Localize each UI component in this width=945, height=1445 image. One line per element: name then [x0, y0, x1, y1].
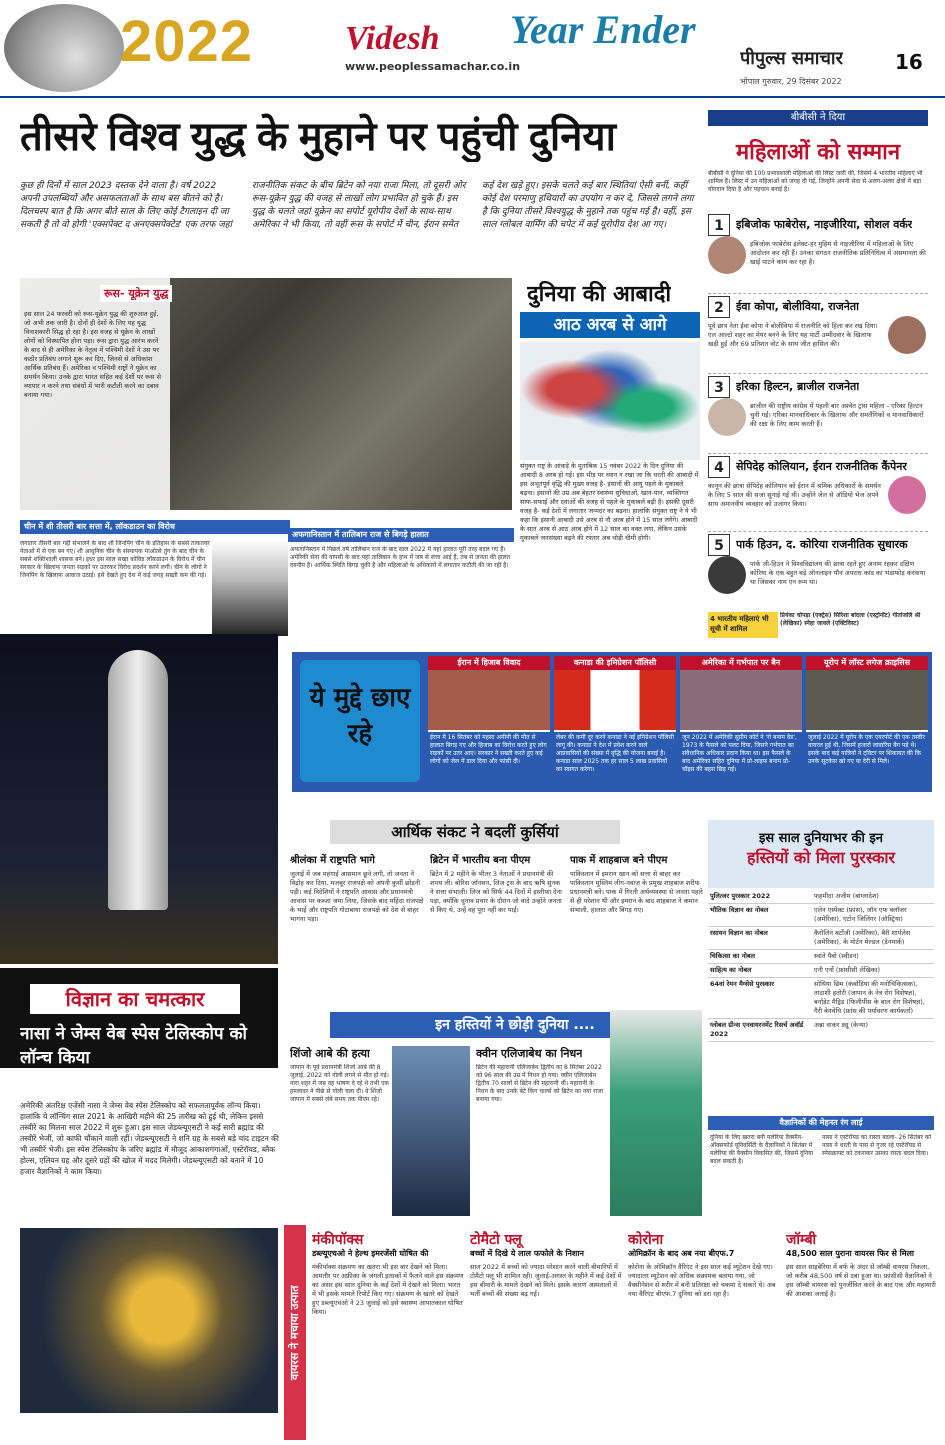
woman-number: 1: [708, 214, 730, 236]
woman-photo: [708, 556, 746, 594]
bbc-title: महिलाओं को सम्मान: [735, 140, 901, 165]
virus-vertical-label: वायरस ने मचाया उत्पात: [284, 1225, 306, 1440]
indian-women-names: प्रियंका चोपड़ा (एक्ट्रेस) सिरिशा बांदला (एस्ट्रोनॉट) गीतांजलि श्री (लेखिका) स्नेहा जावले (एक्टिविस्ट): [780, 612, 921, 627]
edition-date: भोपाल गुरुवार, 29 दिसंबर 2022: [740, 77, 842, 86]
deaths-head: इन हस्तियों ने छोड़ी दुनिया ....: [330, 1012, 700, 1038]
issue-text: जून 2022 में अमेरिकी सुप्रीम कोर्ट ने 'रो बनाम वेड', 1973 के फैसले को पलट दिया, जिसने गर्भपात का संवैधानिक अधिकार प्रदान किया था। इस फैसले के बाद अमेरिका सहित दुनिया में प्रो-लाइफ बनाम प्रो-चॉइस की बहस छिड़ गई।: [680, 732, 802, 788]
woman-number: 5: [708, 534, 730, 556]
issue-text: लेबर की कमी दूर करने कनाडा ने नई इमिग्रेशन पॉलिसी लागू की। कनाडा ने देश में प्रवेश करने वाले आप्रवासियों की संख्या में वृद्धि की योजना बनाई है। कनाडा साल 2025 तक हर साल 5 लाख प्रवासियों का स्वागत करेगा।: [554, 732, 676, 788]
rocket-shape: [108, 650, 168, 910]
science-text: अमेरिकी अंतरिक्ष एजेंसी नासा ने जेम्स वेब स्पेस टेलिस्कोप को सफलतापूर्वक लॉन्च किया। हालांकि ये लॉन्चिंग साल 2021 के आखिरी महीने की 25 तारीख को हुई थी, लेकिन इससे तस्वीरें का मिलना साल 2022 में शुरू हुआ। इस साल जेडब्ल्यूएसटी ने कई सारी ब्रह्मांड की तस्वीरें भेजीं, जो काफी चौंकाने वाली रहीं। जेडब्ल्यूएसटी ने शनि ग्रह के सबसे बड़े चांद टाइटन की भी तस्वीरें भेजी। इस स्पेस टेलिस्कोप के जरिए ब्रह्मांड में मौजूद आकाशगंगाओं, एस्टेरॉयड, ब्लैक होल्स, एलियन ग्रह और दूसरे ग्रहों की खोज में मदद मिलेगी। जेडब्ल्यूएसटी को बनाने में 10 हजार वैज्ञानिकों ने काम किया।: [20, 1101, 279, 1176]
woman-name: इबिजोक फाबेरोस, नाइजीरिया, सोशल वर्कर: [736, 218, 913, 231]
economy-col-text: जुलाई में जब महंगाई आसमान छूने लगी, तो जनता ने विद्रोह कर दिया, मजबूर राजपक्षे को अपनी कुर्सी छोड़नी पड़ी। कई विदेशियों ने राष्ट्रपति आवास और प्रधानमंत्री आवास पर कब्जा जमा लिया, जिसके बाद महिंदा राजपक्षे के भाई और राष्ट्रपति गोटाबाया राजपक्षे को देश से बाहर भागना पड़ा।: [290, 870, 424, 923]
virus-sub: डब्ल्यूएचओ ने हेल्थ इमरजेंसी घोषित की: [312, 1249, 429, 1258]
issues-box: ये मुद्दे छाए रहे: [300, 660, 420, 782]
indian-women-label: 4 भारतीय महिलाएं भी सूची में शामिल: [708, 612, 778, 638]
virus-head: मंकीपॉक्स: [312, 1232, 364, 1248]
woman-number: 4: [708, 456, 730, 478]
virus-text: इस साल साइबेरिया में बर्फ के अंदर से जॉम्बी वायरस निकला, जो करीब 48,500 वर्ष से दबा हुआ था। फ्रांसीसी वैज्ञानिकों ने इस जॉम्बी वायरस को पुनर्जीवित करने के बाद एक और महामारी की आशंका जताई है।: [786, 1263, 936, 1298]
virus-head: कोरोना: [628, 1232, 664, 1248]
asteroid-text: नासा ने एस्टेरॉयड का रास्ता बदला- 26 सितंबर को नासा ने धरती के पास से गुजर रहे एस्टेरॉयड से स्पेसक्राफ्ट को टकराकर उसका रास्ता बदल दिया।: [822, 1134, 932, 1157]
issue-head: ईरान में हिजाब विवाद: [428, 656, 550, 670]
masthead-logo: पीपुल्स समाचार: [740, 48, 843, 69]
virus-corona: [628, 1230, 778, 1299]
year-title: 2022: [120, 9, 254, 74]
science-title: विज्ञान का चमत्कार: [30, 984, 240, 1014]
world-map-people-image: [520, 342, 700, 460]
sci-achievement-head: वैज्ञानिकों की मेहनत रंग लाई: [708, 1116, 934, 1130]
issue-card-1: [428, 656, 550, 788]
woman-entry-1: [708, 214, 928, 294]
issue-photo: [806, 670, 928, 730]
woman-name: ईवा कोपा, बोलीविया, राजनेता: [736, 300, 859, 313]
intro-column-2: राजनीतिक संकट के बीच ब्रिटेन को नया राजा मिला, तो दूसरी ओर रूस-यूक्रेन युद्ध की वजह से लाखों लोग प्रभावित हो चुके हैं। इस युद्ध के चलते जहां यूक्रेन का सपोर्ट यूरोपीय देशों के साथ-साथ अमेरिका ने भी किया, तो वहीं रूस के सपोर्ट में चीन, ईरान समेत: [252, 181, 466, 230]
issue-card-3: [680, 656, 802, 788]
virus-tomato-flu: [470, 1230, 622, 1299]
award-row: साहित्य का नोबल एनी एर्नो (फ्रांसीसी लेखिका): [708, 964, 934, 978]
woman-entry-2: [708, 296, 928, 374]
population-text: संयुक्त राष्ट्र के आंकड़े के मुताबिक 15 नवंबर 2022 के दिन दुनिया की आबादी 8 अरब हो गई। इस भीड़ पर ध्यान न रखा जा कि धरती की आबादी में इस अभूतपूर्व वृद्धि की मुख्य वजह है- इंसानों की आयु पहले के मुकाबले बढ़ना। इंसानों की उम्र अब बेहतर स्वास्थ्य सुविधाओं, खान-पान, व्यक्तिगत साफ-सफाई और दवाओं की वजह से पहले के मुकाबले बढ़ी है। इसकी दूसरी वजह है- कई देशों में लगातार जन्मदर का बढ़ना। हालांकि संयुक्त राष्ट्र ने ये भी कहा कि इंसानी आबादी उसे अरब से नौ अरब होने में 15 साल लगेंगे। आबादी के सात अरब से आठ अरब होने में 12 साल का वक्त लगा, लेकिन उसके मुकाबले जनसंख्या बढ़ने की रफ्तार अब थोड़ी धीमी होगी।: [520, 462, 699, 542]
woman-entry-3: [708, 376, 928, 454]
issue-card-4: [806, 656, 928, 788]
china-text: लगातार तीसरी बार गद्दी संभालने के बाद शी जिनपिंग चीन के इतिहास के सबसे ताकतवर नेताओं में से एक बन गए। शी आधुनिक चीन के संस्थापक माओत्से तुंग के बाद चीन के सबसे शक्तिशाली शासक बने। इधर इस साल सख्त कोविड लॉकडाउन के विरोध में चीन सरकार के खिलाफ जनता सड़कों पर उतरकर विरोध प्रदर्शन करने लगी। चीन के लोगों ने जिनपिंग के खिलाफ आवाज उठाई। इसे देखते हुए देश में कई जगह सख्ती कम की गई।: [20, 540, 210, 579]
woman-name: सेपिदेह कोलियान, ईरान राजनीतिक कैंपेनर: [736, 460, 907, 473]
bbc-head: बीबीसी ने दिया: [708, 110, 928, 126]
woman-photo: [888, 476, 926, 514]
woman-photo: [708, 398, 746, 436]
economy-head: आर्थिक संकट ने बदलीं कुर्सियां: [330, 820, 620, 844]
awards-header: [708, 820, 934, 888]
economy-col-text: ब्रिटेन में 2 महीने के भीतर 3 नेताओं ने प्रधानमंत्री की शपथ ली। बोरिस जॉनसन, लिज ट्रस के बाद ऋषि सुनक ने सत्ता संभाली। लिज को सिर्फ 44 दिनों में इस्तीफा देना पड़ा, क्योंकि चुनाव प्रचार के दौरान जो वादे उन्होंने जनता से किए थे, उन्हें वह पूरा नहीं कर पाईं।: [430, 870, 562, 914]
economy-col-head: ब्रिटेन में भारतीय बना पीएम: [430, 855, 531, 866]
virus-sub: ओमिक्रॉन के बाद अब नया बीएफ.7: [628, 1249, 735, 1258]
main-headline: तीसरे विश्व युद्ध के मुहाने पर पहुंची दुनिया: [20, 115, 616, 159]
abe-text: जापान के पूर्व प्रधानमंत्री शिंजो आबे की 8 जुलाई, 2022 को गोली लगने से मौत हो गई। नारा शहर में जब वह भाषण दे रहे थे तभी एक हमलावर ने पीछे से गोली चला दी। वे शिंजो जापान में सबसे लंबे समय तक पीएम रहे।: [290, 1064, 390, 1103]
china-head: चीन में शी तीसरी बार सत्ता में, लॉकडाउन का विरोध: [20, 520, 290, 534]
afghan-head: अफगानिस्तान में तालिबान राज से बिगड़े हालात: [288, 528, 514, 542]
section-title: Videsh: [345, 20, 440, 57]
award-row: भौतिक विज्ञान का नोबल एलेन एस्पेक्ट (फ्रांस), जॉन एफ क्लॉजर (अमेरिका), एंटोन जिलिंगर (ऑस्ट्रिया): [708, 904, 934, 927]
woman-text: पार्क जी-हिउन ने विश्वविद्यालय की छात्रा रहते हुए अनाम रहकर दक्षिण कोरिया के एक बहुत बड़े ऑनलाइन यौन अपराध कांड का भंडाफोड़ करवाया था जिसका नाम एन रूम था।: [750, 560, 926, 586]
issue-photo: [428, 670, 550, 730]
war-text: इस साल 24 फरवरी को रूस-यूक्रेन युद्ध की शुरुआत हुई, जो अभी तक जारी है। दोनों ही देशों के लिए यह युद्ध विनाशकारी सिद्ध हो रहा है। इस वजह से यूक्रेन के लाखों लोगों को विस्थापित होना पड़ा। रूस द्वारा युद्ध आरंभ करने के बाद से ही अमेरिका के नेतृत्व में पश्चिमी देशों ने उस पर कठोर प्रतिबंध लगाने शुरू कर दिए, जिनसे से अधिकांश आर्थिक प्रतिबंध हैं। अमेरिका व पश्चिमी राष्ट्रों ने यूक्रेन का समर्थन किया। उनके द्वारा भारत सहित कई देशों पर रूस से व्यापार न करने तथा संबंधों में भारी कटौती करने का दबाव बनाया गया।: [24, 310, 161, 399]
issue-card-2: [554, 656, 676, 788]
queen-text: ब्रिटेन की महारानी एलिजाबेथ द्वितीय का 8 सितंबर 2022 को 96 साल की उम्र में निधन हो गया। क्वीन एलिजाबेथ द्वितीय 70 सालों से ब्रिटेन की महारानी थीं। महारानी के निधन के बाद उनके बेटे किंग चार्ल्स को ब्रिटेन का नया राजा बनाया गया।: [476, 1064, 604, 1103]
virus-head: जॉम्बी: [786, 1232, 817, 1248]
issue-head: कनाडा की इमिग्रेशन पॉलिसी: [554, 656, 676, 670]
afghan-text: अफगानिस्तान में पिछले वर्ष तालिबान राज के बाद साल 2022 में यहां हालात पूरी तरह बदल गए हैं। अमेरिकी सेना की वापसी के बाद यहां तालिबान के हाथ में जब से सत्ता आई है, तब से जनता की हालत दयनीय है। आर्थिक स्थिति बिगड़ चुकी है और महिलाओं के अधिकारों में लगातार कटौती की जा रही है।: [290, 546, 511, 569]
issue-photo: [680, 670, 802, 730]
page-number: 16: [895, 50, 923, 74]
award-row: पुलित्जर पुरस्कार 2022 फहमीदा अजीम (बांग्लादेश): [708, 890, 934, 904]
virus-head: टोमैटो फ्लू: [470, 1232, 522, 1248]
virus-sub: बच्चों में दिखे ये लाल फफोले के निशान: [470, 1249, 584, 1258]
population-band: आठ अरब से आगे: [520, 312, 700, 338]
virus-zombie: [786, 1230, 936, 1299]
award-row: रसायन विज्ञान का नोबल कैरोलिन बर्टोजी (अमेरिका), बैरी शार्पलेस (अमेरिका), के मोर्टन मेल्डल (डेनमार्क): [708, 927, 934, 950]
woman-number: 2: [708, 296, 730, 318]
economy-col-head: श्रीलंका में राष्ट्रपति भागे: [290, 855, 375, 866]
economy-col-2: [430, 852, 565, 915]
website-url[interactable]: www.peoplessamachar.co.in: [345, 60, 521, 73]
intro-column-3: कई देश खड़े हुए। इसके चलते कई बार स्थितियां ऐसी बनीं, कहीं कोई देश परमाणु हथियारों का उपयोग न कर दे, जिससे लगने लगा है कि दुनिया तीसरे विश्वयुद्ध के मुहाने तक पहुंच गई है। वहीं, इस साल ग्लोबल वार्मिंग की चपेट में कई यूरोपीय देश आ गए।: [482, 181, 694, 230]
clock-image: [4, 4, 124, 92]
award-row: चिकित्सा का नोबल स्वांते पैबो (स्वीडन): [708, 950, 934, 964]
economy-col-1: [290, 852, 425, 924]
virus-text: मंकीपॉक्स संक्रमण का खतरा भी इस बार देखने को मिला। आमतौर पर अफ्रीका के जंगली इलाकों में फैलने वाले इस संक्रमण का असर इस साल दुनिया के कई देशों में देखने को मिला। भारत में भी इसके मामले रिपोर्ट किए गए। संक्रमण के खतरे को देखते हुए डब्ल्यूएचओ ने 23 जुलाई को इसे स्वास्थ्य आपातकाल घोषित किया।: [312, 1263, 464, 1316]
bbc-intro: बीबीसी ने दुनिया की 100 प्रभावशाली महिलाओं की लिस्ट जारी की, जिसमें 4 भारतीय महिलाएं भी शामिल हैं। लिस्ट में उन महिलाओं को जगह दी गई, जिन्होंने अपनी सेवा से अलग-अलग क्षेत्रों में बड़ा योगदान दिया है और पहचान बनाई है।: [708, 170, 923, 193]
award-row: ग्लोबल ग्रीन्स एनवायरनमेंट रिसर्च अवॉर्ड 2022 अन्ना वाकर ड्यू (केन्या): [708, 1019, 934, 1042]
virus-text: कोरोना के ओमिक्रॉन वैरिएंट ने इस साल कई म्यूटेशन देखे गए। ज्यादातर म्यूटेशन को अधिक संक्रामक बताया गया, जो वैक्सीनेशन से शरीर में बनी प्रतिरक्षा को चकमा दे सकते थे। अब नया वैरिएंट बीएफ.7 दुनिया को डरा रहा है।: [628, 1263, 776, 1298]
canada-flag-photo: [554, 670, 676, 730]
xi-photo: [212, 540, 288, 636]
woman-text: ब्राजील की राष्ट्रीय कांग्रेस में पहली बार अश्वेत ट्रांस महिला - एरिका हिल्टन चुनी गईं। एरिका मानवाधिकार के खिलाफ और समलैंगिकों व मानवाधिकारों की रक्षा के लिए काम करती हैं।: [750, 402, 924, 428]
woman-text: इबिजोक फाबेरोस इलेक्ट-हर मुहिम से नाइजीरिया में महिलाओं के लिए आंदोलन कर रही हैं। उनका संगठन राजनीतिक प्रतिनिधित्व में असमानता की खाई पाटने काम कर रहा है।: [750, 240, 926, 266]
issue-text: जुलाई 2022 में यूरोप के एक एयरपोर्ट की एक तस्वीर वायरल हुई थी, जिसमें हजारों लावारिस बैग पड़े थे। इसके बाद कई यात्रियों ने ट्विटर पर शिकायत की कि उनके सूटकेस खो गए या देरी से मिले।: [806, 732, 928, 788]
queen-photo: [610, 1010, 702, 1216]
award-row: 64वां रेमन मैग्सेसे पुरस्कार सोथिया छिम (कंबोडिया की मनोचिकित्सक), तादाशी हतोरी (जापान के नेत्र रोग विशेषज्ञ), बर्नाडेट मैड्रिड (फिलीपींस के बाल रोग विशेषज्ञ), गैरी बेनचेघि (फ्रांस की पर्यावरण कार्यकर्ता): [708, 978, 934, 1019]
awards-line-2: हस्तियों को मिला पुरस्कार: [746, 848, 896, 867]
population-title: दुनिया की आबादी: [527, 282, 672, 307]
intro-column-1: कुछ ही दिनों में साल 2023 दस्तक देने वाला है। वर्ष 2022 अपनी उपलब्धियों और असफलताओं के साथ बस बीतने को है। दिलचस्प बात है कि अगर बीते साल के लिए कोई टैगलाइन दी जा सकती है तो वो होगी 'एक्सपेक्ट द अनएक्सपेक्टेड' एक तरफ जहां: [20, 181, 232, 230]
war-tag: रूस- यूक्रेन युद्ध: [100, 285, 172, 302]
woman-entry-4: [708, 456, 928, 532]
virus-monkeypox: [312, 1230, 464, 1317]
queen-head: क्वीन एलिजाबेथ का निधन: [476, 1047, 583, 1060]
woman-name: इरिका हिल्टन, ब्राजील राजनेता: [736, 380, 860, 393]
woman-text: कानून की छात्रा सेपिदेह कोलियान को ईरान में श्रमिक अधिकारों के समर्थन के लिए 5 साल की सजा सुनाई गई थी। उन्होंने जेल से ऑडियो भेज अपने साथ अमानवीय व्यवहार को उजागर किया।: [708, 482, 881, 508]
year-ender-title: Year Ender: [510, 14, 696, 46]
virus-sub: 48,500 साल पुराना वायरस फिर से मिला: [786, 1249, 914, 1258]
economy-col-head: पाक में शाहबाज बने पीएम: [570, 855, 668, 866]
malaria-text: दुनिया के लिए खतरा बनी मलेरिया वैक्सीन- ऑक्सफोर्ड यूनिवर्सिटी के वैज्ञानिकों ने सितंबर में मलेरिया की वैक्सीन विकसित की, जिसमें दुनिया बदल सकती है।: [710, 1134, 814, 1165]
woman-text: पूर्व छात्र नेता ईवा कोपा ने बोलीविया में राजनीति को हिला कर रख दिया। एल आल्टो शहर का मेयर बनने के लिए यह पार्टी उम्मीदवार के खिलाफ खड़ी हुईं और 69 प्रतिशत वोट के साथ जीत हासिल की।: [708, 322, 878, 348]
woman-entry-5: [708, 534, 928, 612]
economy-col-3: [570, 852, 705, 915]
issue-text: ईरान में 16 सितंबर को महसा अमीनी की मौत से हालात बिगड़ गए और हिजाब का विरोध करते हुए लोग सड़कों पर उतर आए। सरकार ने सख्ती करते हुए कई लोगों को जेल में डाल दिया और फांसी दी।: [428, 732, 550, 788]
woman-name: पार्क हिउन, द. कोरिया राजनीतिक सुधारक: [736, 538, 908, 551]
economy-col-text: पाकिस्तान में इमरान खान को सत्ता से बाहर कर पाकिस्तान मुस्लिम लीग-नवाज के प्रमुख शाहबाज शरीफ प्रधानमंत्री बने। पाक में गिरती अर्थव्यवस्था से जनता पहले से ही परेशान थी और इमरान के बाद शाहबाज ने कमान संभाली, हालात और बिगड़ गए।: [570, 870, 703, 914]
awards-line-1: इस साल दुनियाभर की इन: [758, 831, 884, 846]
jwst-photo: [20, 1228, 278, 1413]
virus-text: साल 2022 में बच्चों को ज्यादा परेशान करने वाली बीमारियों में टोमैटो फ्लू भी शामिल रही। जुलाई-अगस्त के महीने में कई देशों में इस बीमारी के मामले देखने को मिले। इसके कारण अस्पतालों में भर्ती बच्चों की संख्या बढ़ गई।: [470, 1263, 622, 1298]
woman-number: 3: [708, 376, 730, 398]
issue-head: यूरोप में लॉस्ट लगेज क्राइसिस: [806, 656, 928, 670]
abe-photo: [392, 1046, 470, 1216]
woman-photo: [888, 316, 926, 354]
woman-photo: [708, 236, 746, 274]
science-headline: नासा ने जेम्स वेब स्पेस टेलिस्कोप को लॉन्च किया: [20, 1024, 247, 1068]
awards-table: [708, 890, 934, 1042]
abe-head: शिंजो आबे की हत्या: [290, 1047, 370, 1060]
issue-head: अमेरिका में गर्भपात पर बैन: [680, 656, 802, 670]
